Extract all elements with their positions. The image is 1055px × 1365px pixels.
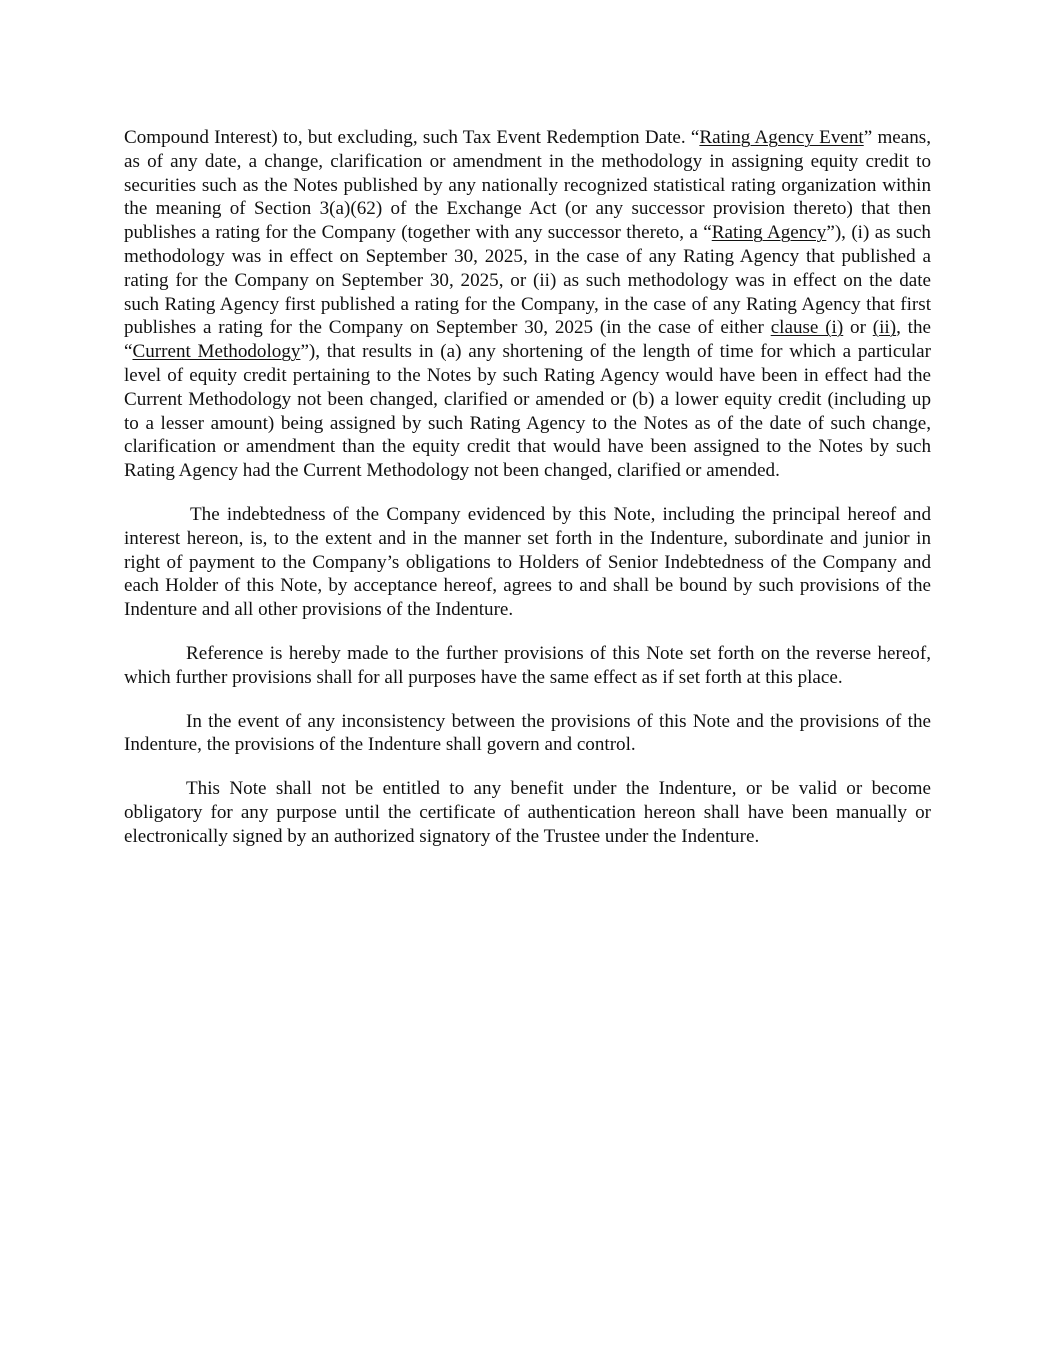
paragraph-rating-agency-event bbox=[124, 126, 931, 483]
clause-reference-i: clause (i) bbox=[770, 317, 844, 339]
paragraph-inconsistency: In the event of any inconsistency between the provisions of this Note and the provisions of the Indenture, the provisions of the Indenture shall govern and control. bbox=[124, 710, 931, 756]
text-segment: Compound Interest) to, but excluding, such Tax Event Redemption Date. “ bbox=[124, 127, 700, 148]
text-segment: ” means, as of any date, a change, clarification or amendment in the methodology in assigning equity credit to securities such as the Notes published by any nationally recognized statistical rating organization within the meaning of Section 3(a)(62) of the Exchange Act (or any successor provision thereto) that then publishes a rating for the Company (together with any successor thereto, a “ bbox=[124, 127, 931, 244]
text-segment: or bbox=[843, 317, 873, 339]
defined-term-rating-agency: Rating Agency bbox=[711, 222, 827, 244]
defined-term-rating-agency-event: Rating Agency Event bbox=[699, 127, 864, 148]
clause-reference-ii: (ii) bbox=[872, 317, 897, 339]
paragraph-subordination: The indebtedness of the Company evidenced by this Note, including the principal hereof and interest hereon, is, to the extent and in the manner set forth in the Indenture, subordinate and junior in right of payment to the Company’s obligations to Holders of Senior Indebtedness of the Company and each Holder of this Note, by acceptance hereof, agrees to and shall be bound by such provisions of the Indenture and all other provisions of the Indenture. bbox=[124, 503, 931, 621]
paragraph-reference-reverse: Reference is hereby made to the further provisions of this Note set forth on the reverse hereof, which further provisions shall for all purposes have the same effect as if set forth at this place. bbox=[124, 642, 931, 688]
document-page bbox=[124, 126, 931, 869]
defined-term-current-methodology: Current Methodology bbox=[132, 341, 301, 363]
text-segment: ”), (i) as such methodology was in effect on September 30, 2025, in the case of any Rating Agency that published a rating for the Company on September 30, 2025, or (ii) as such methodology was in effect on the date such Rating Agency first published a rating for the Company, in the case of any Rating Agency that first publishes a rating for the Company on September 30, 2025 (in the case of either bbox=[124, 222, 931, 339]
paragraph-authentication: This Note shall not be entitled to any benefit under the Indenture, or be valid or become obligatory for any purpose until the certificate of authentication hereon shall have been manually or electronically signed by an authorized signatory of the Trustee under the Indenture. bbox=[124, 778, 931, 847]
text-segment: , the “ bbox=[124, 317, 932, 363]
text-segment: ”), that results in (a) any shortening of the length of time for which a particular level of equity credit pertaining to the Notes by such Rating Agency would have been in effect had the Current Methodology not been changed, clarified or amended or (b) a lower equity credit (including up to a lesser amount) being assigned by such Rating Agency to the Notes as of the date of such change, clarification or amendment than the equity credit that would have been assigned to the Notes by such Rating Agency had the Current Methodology not been changed, clarified or amended. bbox=[124, 341, 931, 482]
